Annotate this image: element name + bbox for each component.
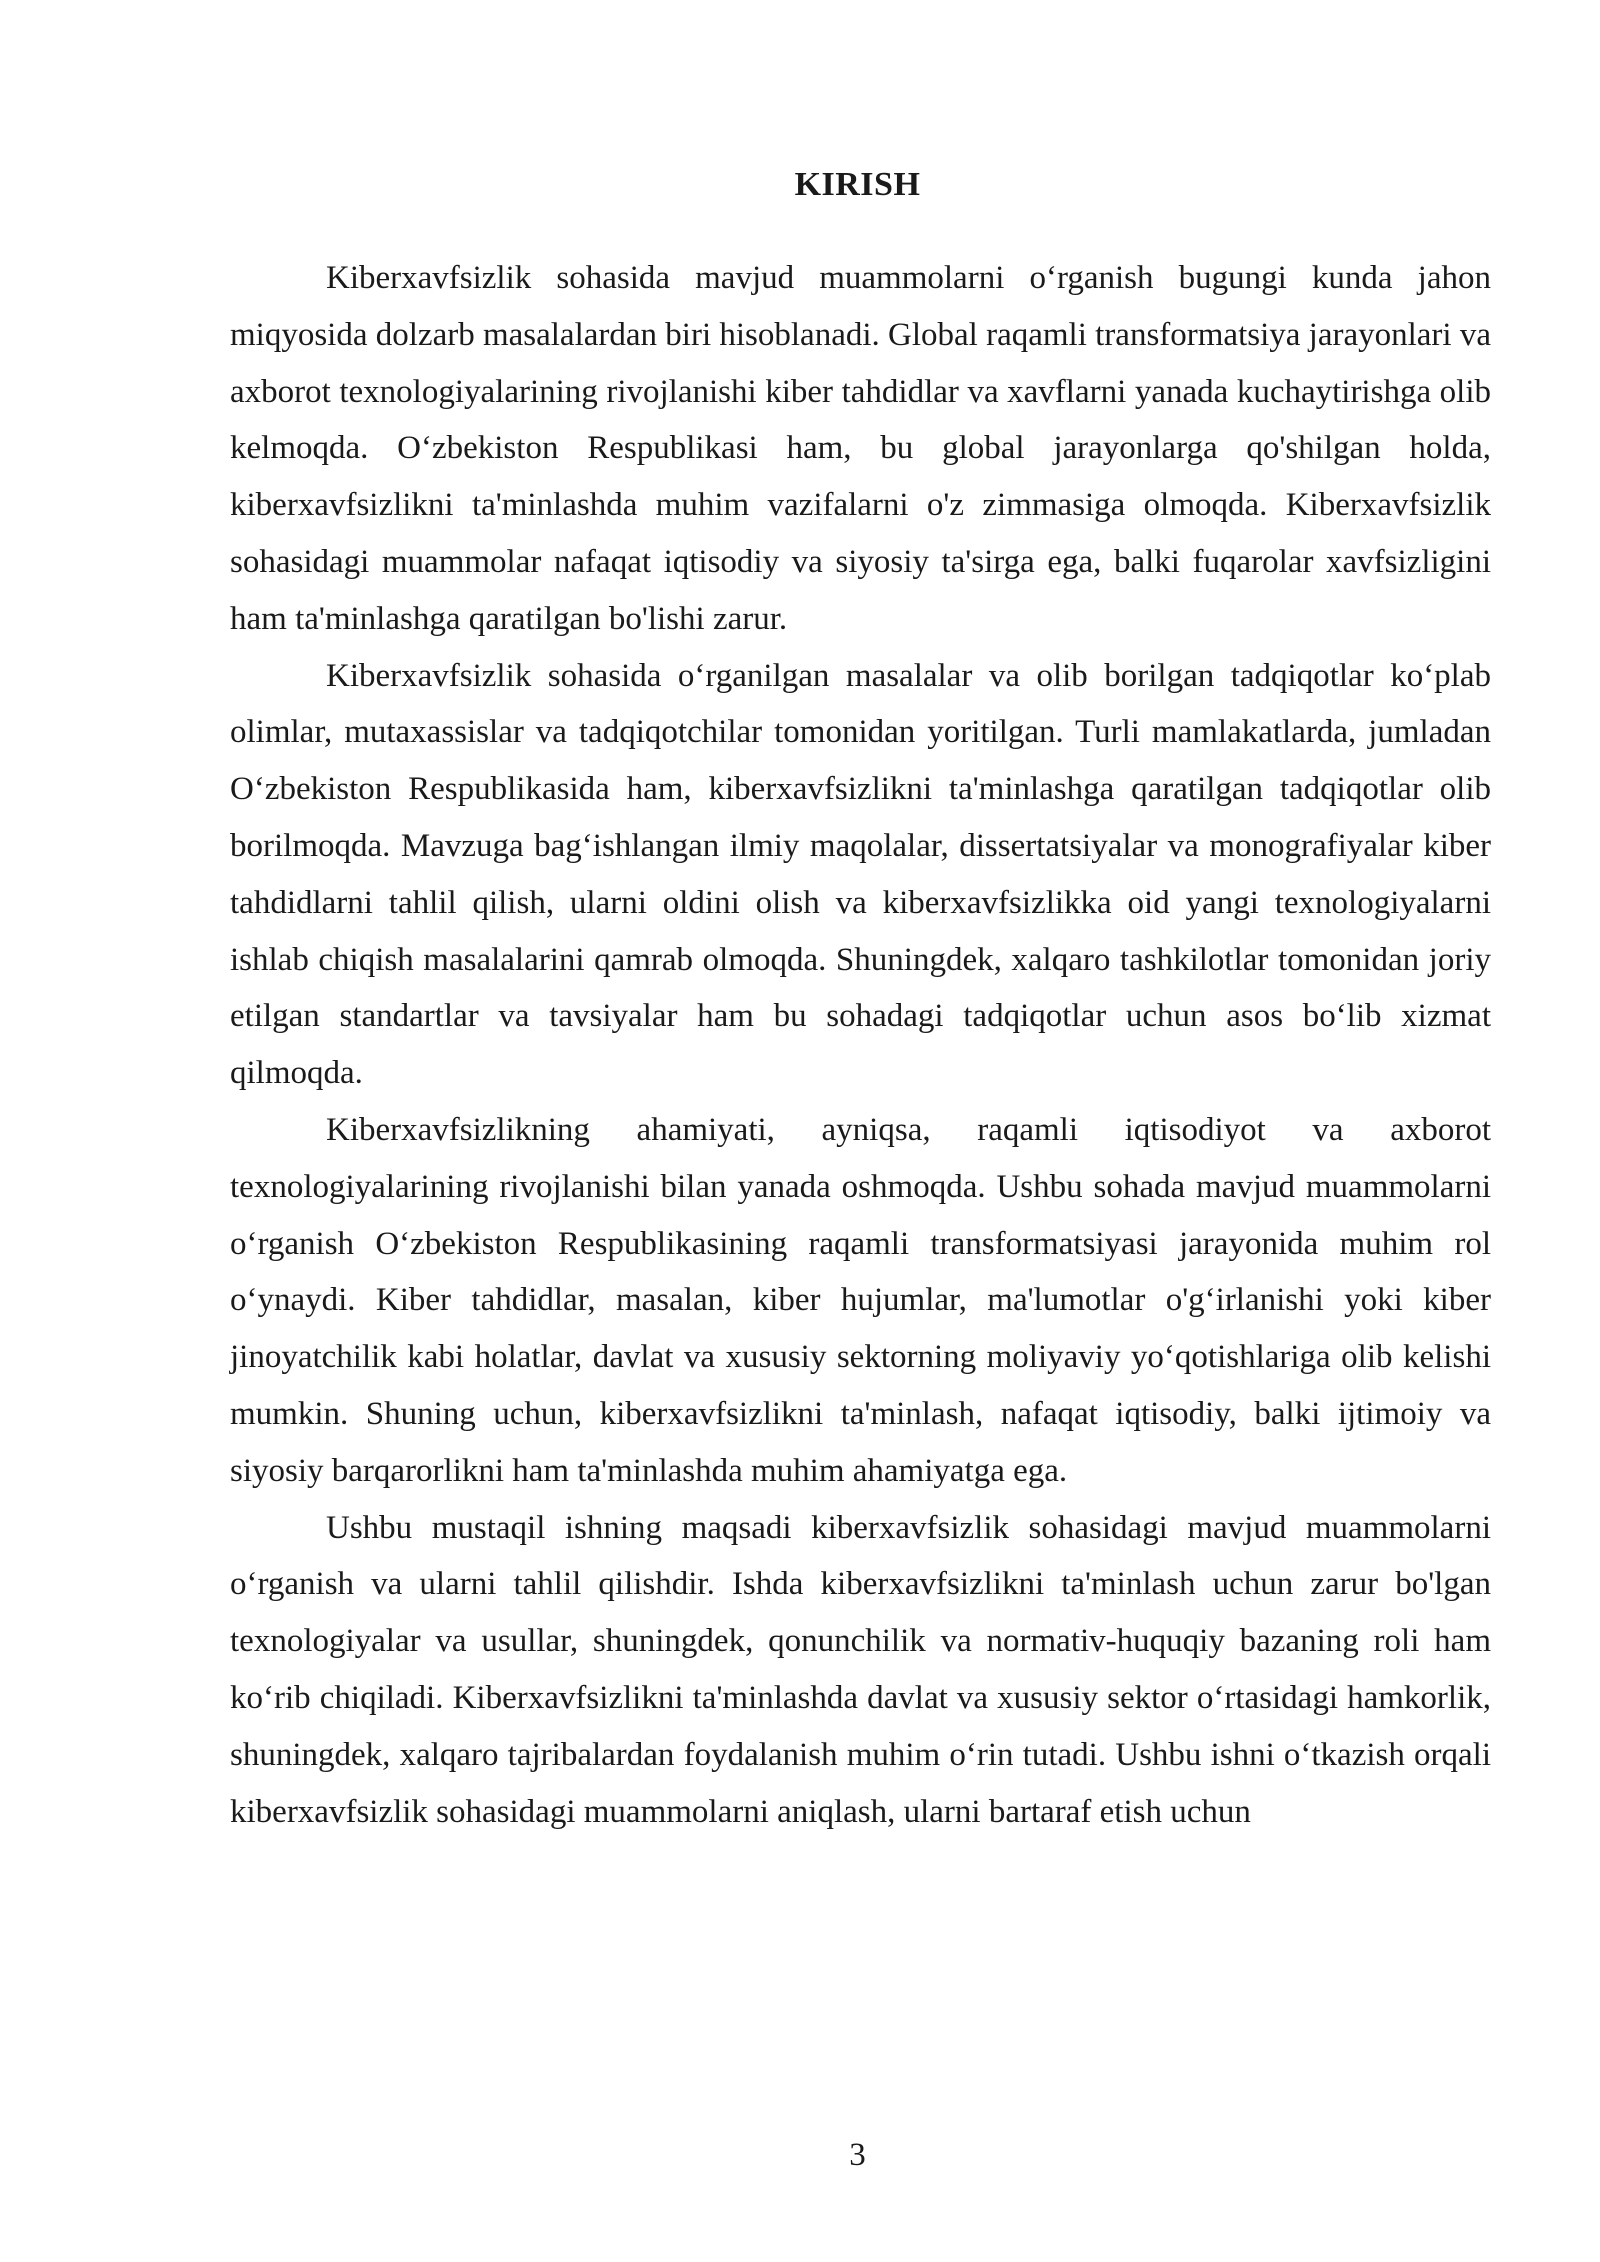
section-heading: KIRISH [794,166,921,203]
page-number: 3 [849,2137,866,2173]
paragraph-2: Kiberxavfsizlik sohasida oʻrganilgan masalalar va olib borilgan tadqiqotlar koʻplab olimlar, mutaxassislar va tadqiqotchilar tomonidan yoritilgan. Turli mamlakatlarda, jumladan Oʻzbekiston Respublikasida ham, kiberxavfsizlikni ta'minlashga qaratilgan tadqiqotlar olib borilmoqda. Mavzuga bagʻishlangan ilmiy maqolalar, dissertatsiyalar va monografiyalar kiber tahdidlarni tahlil qilish, ularni oldini olish va kiberxavfsizlikka oid yangi texnologiyalarni ishlab chiqish masalalarini qamrab olmoqda. Shuningdek, xalqaro tashkilotlar tomonidan joriy etilgan standartlar va tavsiyalar ham bu sohadagi tadqiqotlar uchun asos boʻlib xizmat qilmoqda. [230,657,1491,1092]
paragraph-3: Kiberxavfsizlikning ahamiyati, ayniqsa, raqamli iqtisodiyot va axborot texnologiyalarining rivojlanishi bilan yanada oshmoqda. Ushbu sohada mavjud muammolarni oʻrganish Oʻzbekiston Respublikasining raqamli transformatsiyasi jarayonida muhim rol oʻynaydi. Kiber tahdidlar, masalan, kiber hujumlar, ma'lumotlar o'gʻirlanishi yoki kiber jinoyatchilik kabi holatlar, davlat va xususiy sektorning moliyaviy yoʻqotishlariga olib kelishi mumkin. Shuning uchun, kiberxavfsizlikni ta'minlash, nafaqat iqtisodiy, balki ijtimoiy va siyosiy barqarorlikni ham ta'minlashda muhim ahamiyatga ega. [230,1111,1491,1489]
paragraph-4: Ushbu mustaqil ishning maqsadi kiberxavfsizlik sohasidagi mavjud muammolarni oʻrganish va ularni tahlil qilishdir. Ishda kiberxavfsizlikni ta'minlash uchun zarur bo'lgan texnologiyalar va usullar, shuningdek, qonunchilik va normativ-huquqiy bazaning roli ham koʻrib chiqiladi. Kiberxavfsizlikni ta'minlashda davlat va xususiy sektor oʻrtasidagi hamkorlik, shuningdek, xalqaro tajribalardan foydalanish muhim oʻrin tutadi. Ushbu ishni oʻtkazish orqali kiberxavfsizlik sohasidagi muammolarni aniqlash, ularni bartaraf etish uchun [230,1509,1491,1830]
paragraph-1: Kiberxavfsizlik sohasida mavjud muammolarni oʻrganish bugungi kunda jahon miqyosida dolzarb masalalardan biri hisoblanadi. Global raqamli transformatsiya jarayonlari va axborot texnologiyalarining rivojlanishi kiber tahdidlar va xavflarni yanada kuchaytirishga olib kelmoqda. Oʻzbekiston Respublikasi ham, bu global jarayonlarga qo'shilgan holda, kiberxavfsizlikni ta'minlashda muhim vazifalarni o'z zimmasiga olmoqda. Kiberxavfsizlik sohasidagi muammolar nafaqat iqtisodiy va siyosiy ta'sirga ega, balki fuqarolar xavfsizligini ham ta'minlashga qaratilgan bo'lishi zarur. [230,260,1491,637]
body-text [230,250,1491,1840]
